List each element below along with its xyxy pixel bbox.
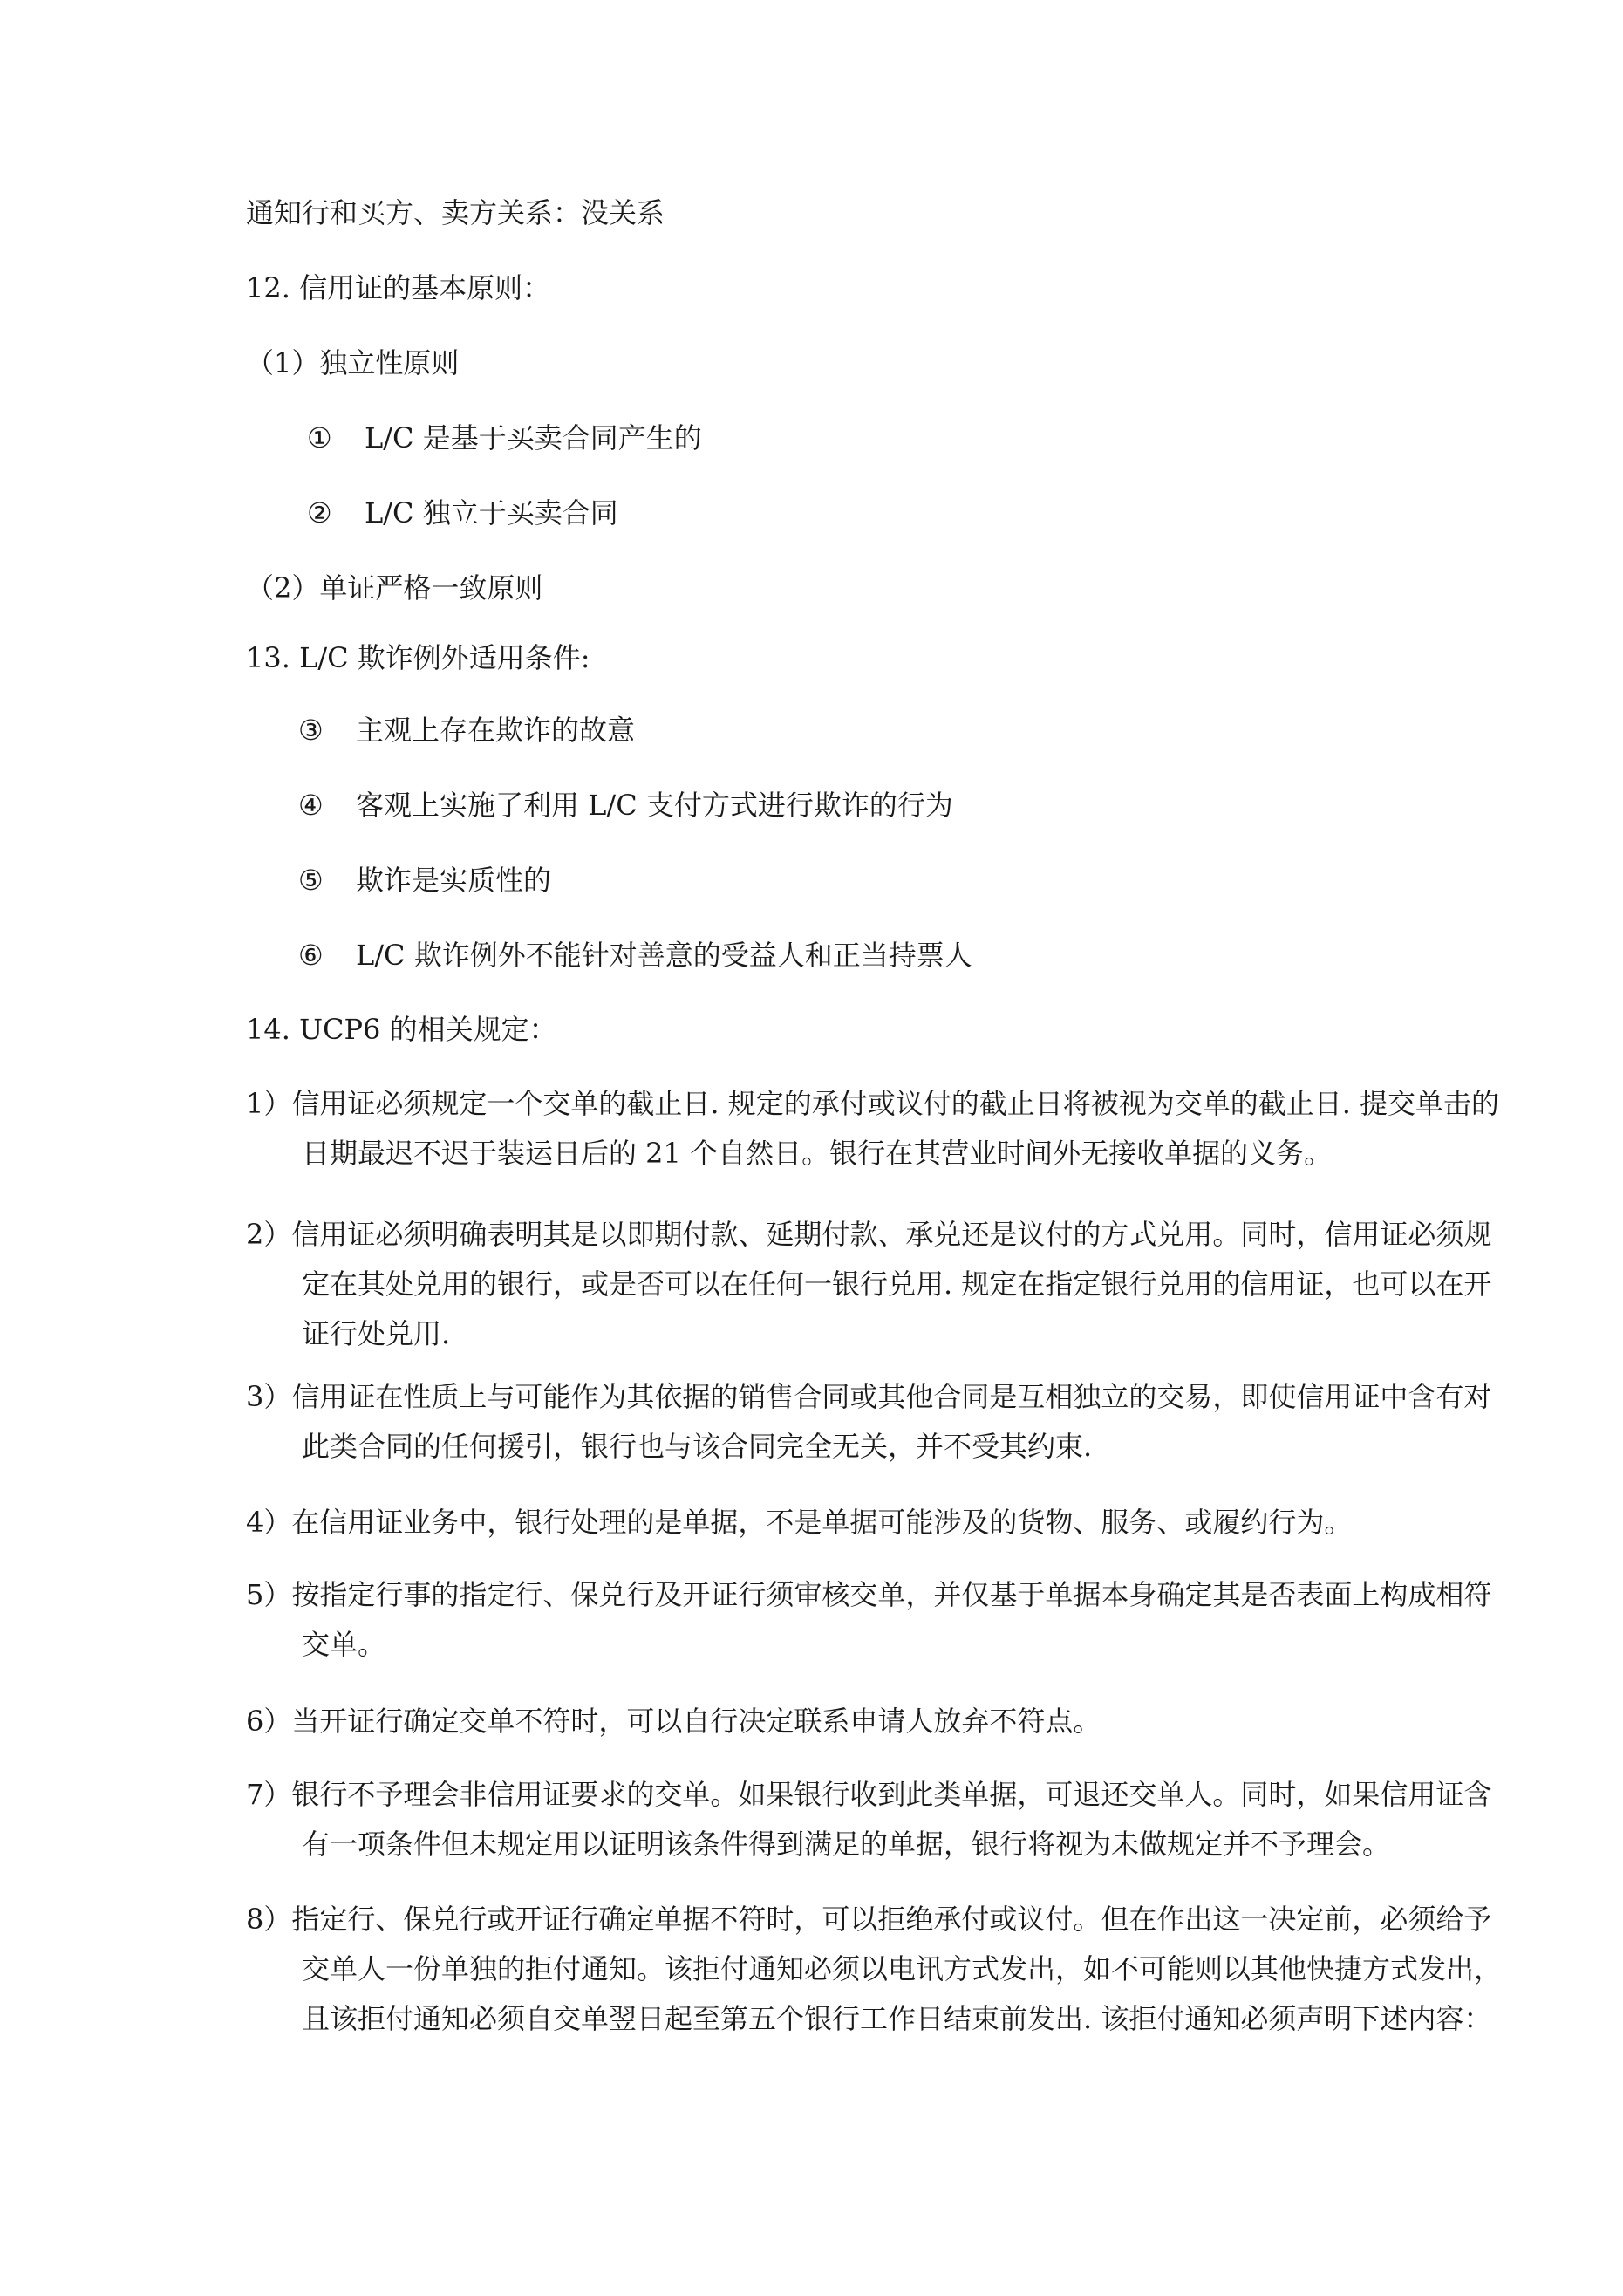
section-12-subheading-2: （2）单证严格一致原则	[246, 571, 543, 605]
paragraph-line: 有一项条件但未规定用以证明该条件得到满足的单据，银行将视为未做规定并不予理会。	[302, 1828, 1391, 1861]
list-item-text: 主观上存在欺诈的故意	[356, 714, 636, 747]
paragraph-line: 定在其处兑用的银行，或是否可以在任何一银行兑用. 规定在指定银行兑用的信用证，也可以在开	[302, 1268, 1492, 1301]
paragraph-line: 此类合同的任何援引，银行也与该合同完全无关，并不受其约束.	[302, 1430, 1093, 1463]
paragraph-line: 交单人一份单独的拒付通知。该拒付通知必须以电讯方式发出，如不可能则以其他快捷方式发出，	[302, 1952, 1503, 1985]
section-14-heading: 14. UCP6 的相关规定：	[246, 1013, 557, 1046]
paragraph-line: 3）信用证在性质上与可能作为其依据的销售合同或其他合同是互相独立的交易，即使信用证中含有对	[246, 1380, 1492, 1413]
paragraph-line: 证行处兑用.	[302, 1317, 451, 1350]
paragraph	[246, 1770, 1601, 1869]
paragraph	[246, 1570, 1601, 1670]
list-marker: ①	[307, 421, 332, 454]
list-item	[298, 939, 972, 972]
paragraph	[246, 1895, 1601, 2044]
list-marker: ⑤	[298, 864, 324, 897]
list-marker: ②	[307, 496, 332, 530]
section-13-heading: 13. L/C 欺诈例外适用条件:	[246, 641, 590, 674]
paragraph-line: 2）信用证必须明确表明其是以即期付款、延期付款、承兑还是议付的方式兑用。同时，信用证必须规	[246, 1218, 1492, 1251]
paragraph	[246, 1372, 1601, 1472]
paragraph	[246, 1697, 1601, 1746]
list-item-text: L/C 是基于买卖合同产生的	[365, 421, 702, 454]
paragraph	[246, 1498, 1601, 1548]
list-item-text: 欺诈是实质性的	[356, 864, 552, 897]
list-item	[298, 789, 953, 822]
paragraph-line: 日期最迟不迟于装运日后的 21 个自然日。银行在其营业时间外无接收单据的义务。	[302, 1137, 1333, 1170]
list-item-text: 客观上实施了利用 L/C 支付方式进行欺诈的行为	[356, 789, 953, 822]
list-marker: ④	[298, 789, 324, 822]
list-item	[307, 496, 618, 530]
paragraph	[246, 1079, 1601, 1179]
paragraph-line: 8）指定行、保兑行或开证行确定单据不符时，可以拒绝承付或议付。但在作出这一决定前，必须给予	[246, 1903, 1492, 1936]
paragraph-line: 4）在信用证业务中，银行处理的是单据，不是单据可能涉及的货物、服务、或履约行为。	[246, 1506, 1353, 1539]
list-item-text: L/C 欺诈例外不能针对善意的受益人和正当持票人	[356, 939, 972, 972]
paragraph-line: 且该拒付通知必须自交单翌日起至第五个银行工作日结束前发出. 该拒付通知必须声明下述内容：	[302, 2002, 1492, 2035]
section-12-heading: 12. 信用证的基本原则：	[246, 271, 551, 304]
paragraph-line: 7）银行不予理会非信用证要求的交单。如果银行收到此类单据，可退还交单人。同时，如果信用证含	[246, 1778, 1492, 1811]
list-item	[307, 421, 702, 454]
list-marker: ⑥	[298, 939, 324, 972]
list-marker: ③	[298, 714, 324, 747]
intro-line: 通知行和买方、卖方关系：没关系	[246, 196, 665, 229]
list-item	[298, 714, 636, 747]
paragraph-line: 交单。	[302, 1628, 386, 1661]
paragraph-line: 6）当开证行确定交单不符时，可以自行决定联系申请人放弃不符点。	[246, 1705, 1101, 1738]
section-12-subheading-1: （1）独立性原则	[246, 346, 460, 379]
paragraph-line: 5）按指定行事的指定行、保兑行及开证行须审核交单，并仅基于单据本身确定其是否表面上构成相符	[246, 1578, 1492, 1611]
paragraph	[246, 1210, 1601, 1359]
list-item-text: L/C 独立于买卖合同	[365, 496, 618, 530]
list-item	[298, 864, 552, 897]
paragraph-line: 1）信用证必须规定一个交单的截止日. 规定的承付或议付的截止日将被视为交单的截止日. 提交单击的	[246, 1087, 1500, 1120]
